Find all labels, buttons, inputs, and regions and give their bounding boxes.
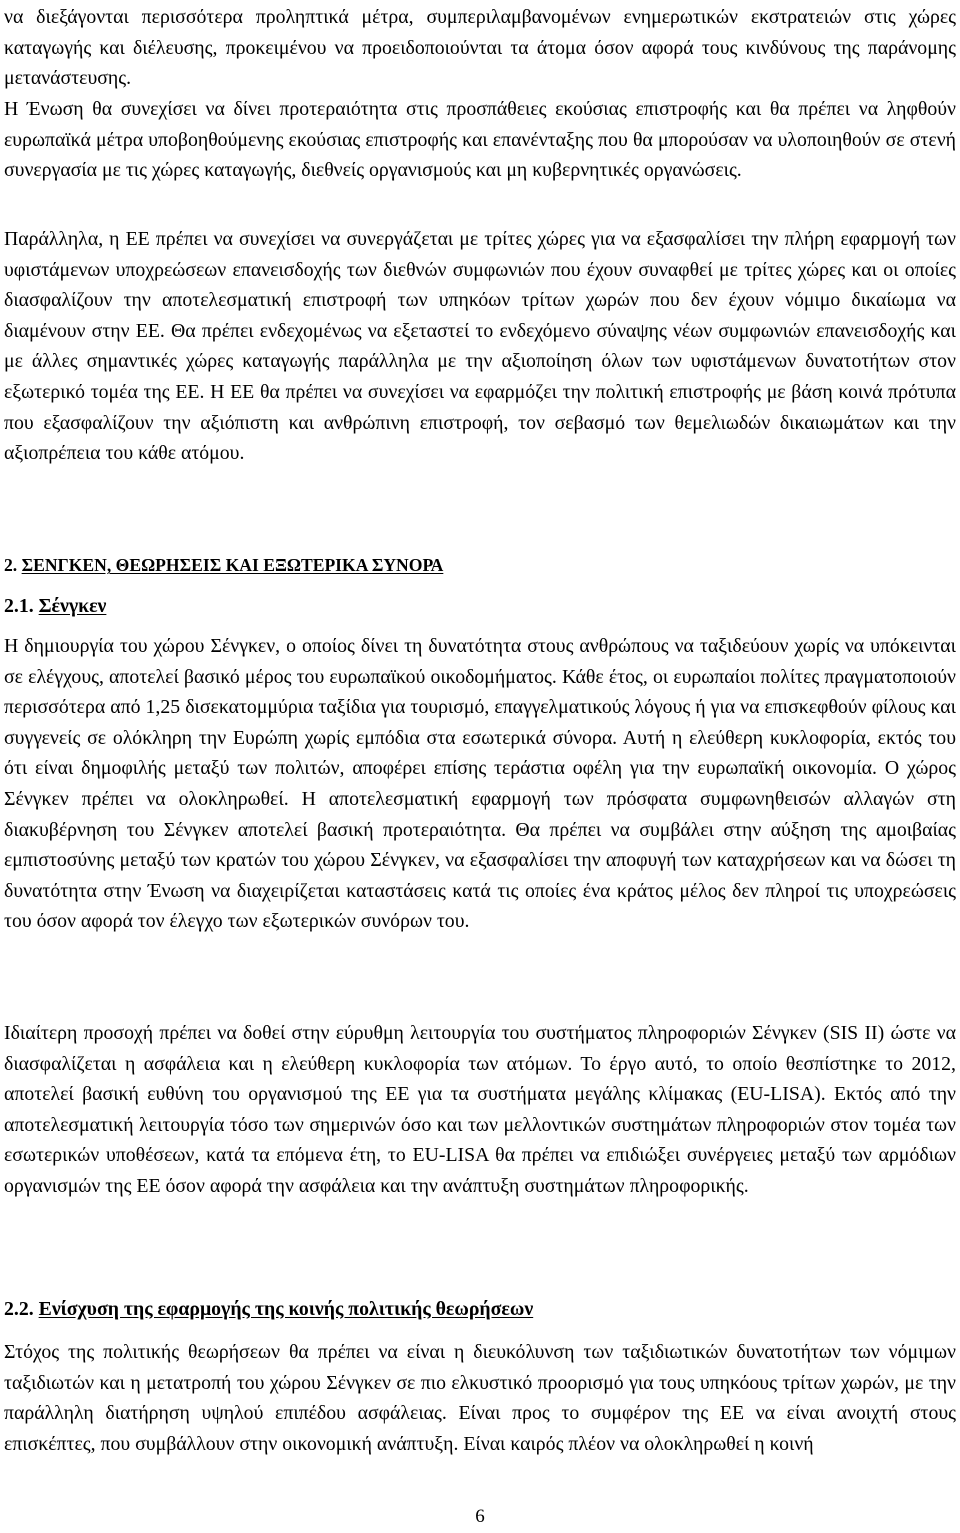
subsection-number: 2.2. — [4, 1298, 34, 1320]
section-title: ΣΕΝΓΚΕΝ, ΘΕΩΡΗΣΕΙΣ ΚΑΙ ΕΞΩΤΕΡΙΚΑ ΣΥΝΟΡΑ — [21, 555, 444, 575]
paragraph-sis-ii: Ιδιαίτερη προσοχή πρέπει να δοθεί στην εύρυθμη λειτουργία του συστήματος πληροφοριών Σένγκεν (SIS II) ώστε να διασφαλίζεται η ασφάλεια και η ελεύθερη κυκλοφορία των ατόμων. Το έργο αυτό, το οποίο θεσπίστηκε το 2012, αποτελεί βασική ευθύνη του οργανισμού της ΕΕ για τα συστήματα μεγάλης κλίμακας (EU-LISA). Εκτός από την αποτελεσματική λειτουργία τόσο των σημερινών όσο και των μελλοντικών συστημάτων πληροφοριών στον τομέα των εσωτερικών υποθέσεων, κατά τα επόμενα έτη, το EU-LISA θα πρέπει να επιδιώξει συνέργειες μεταξύ των αρμόδιων οργανισμών της ΕΕ όσον αφορά την ασφάλεια και την ανάπτυξη συστημάτων πληροφορικής. — [4, 1022, 956, 1197]
section-heading-schengen-visas-borders — [4, 552, 443, 578]
subsection-heading-schengen — [4, 592, 106, 620]
paragraph-voluntary-return: Η Ένωση θα συνεχίσει να δίνει προτεραιότητα στις προσπάθειες εκούσιας επιστροφής και θα πρέπει να ληφθούν ευρωπαϊκά μέτρα υποβοηθούμενης εκούσιας επιστροφής και επανένταξης που θα μπορούσαν να υλοποιηθούν σε στενή συνεργασία με τις χώρες καταγωγής, διεθνείς οργανισμούς και μη κυβερνητικές οργανώσεις. — [4, 98, 956, 182]
subsection-number: 2.1. — [4, 595, 34, 617]
subsection-title: Ενίσχυση της εφαρμογής της κοινής πολιτικής θεωρήσεων — [38, 1298, 534, 1320]
page-number: 6 — [475, 1506, 485, 1527]
paragraph-schengen-area: Η δημιουργία του χώρου Σένγκεν, ο οποίος δίνει τη δυνατότητα στους ανθρώπους να ταξιδεύουν χωρίς να υπόκεινται σε ελέγχους, αποτελεί βασικό μέρος του ευρωπαϊκού οικοδομήματος. Κάθε έτος, οι ευρωπαίοι πολίτες πραγματοποιούν περισσότερα από 1,25 δισεκατομμύρια ταξίδια για τουρισμό, επαγγελματικούς λόγους ή για να επισκεφθούν φίλους και συγγενείς σε ολόκληρη την Ευρώπη χωρίς εμπόδια στα εσωτερικά σύνορα. Αυτή η ελεύθερη κυκλοφορία, εκτός του ότι είναι δημοφιλής μεταξύ των πολιτών, αποφέρει επίσης τεράστια οφέλη για την ευρωπαϊκή οικονομία. Ο χώρος Σένγκεν πρέπει να ολοκληρωθεί. Η αποτελεσματική εφαρμογή των πρόσφατα συμφωνηθεισών αλλαγών στη διακυβέρνηση του Σένγκεν αποτελεί βασική προτεραιότητα. Θα πρέπει να συμβάλει στην αύξηση της αμοιβαίας εμπιστοσύνης μεταξύ των κρατών του χώρου Σένγκεν, να εξασφαλίσει την αποφυγή των καταχρήσεων και να δώσει τη δυνατότητα στην Ένωση να διαχειρίζεται καταστάσεις κατά τις οποίες ένα κράτος μέλος δεν πληροί τις υποχρεώσεις του όσον αφορά τον έλεγχο των εξωτερικών συνόρων του. — [4, 635, 956, 933]
document-page — [4, 0, 956, 1533]
subsection-title: Σένγκεν — [38, 595, 107, 617]
section-number: 2. — [4, 555, 18, 575]
paragraph-readmission-agreements: Παράλληλα, η ΕΕ πρέπει να συνεχίσει να συνεργάζεται με τρίτες χώρες για να εξασφαλίσει την πλήρη εφαρμογή των υφιστάμενων υποχρεώσεων επανεισδοχής των διεθνών συμφωνιών που έχουν συναφθεί με τρίτες χώρες και οι οποίες διασφαλίζουν την αποτελεσματική επιστροφή των υπηκόων τρίτων χωρών που δεν έχουν νόμιμο δικαίωμα να διαμένουν στην ΕΕ. Θα πρέπει ενδεχομένως να εξεταστεί το ενδεχόμενο σύναψης νέων συμφωνιών επανεισδοχής και με άλλες σημαντικές χώρες καταγωγής παράλληλα με την αξιοποίηση όλων των υφιστάμενων δυνατοτήτων στον εξωτερικό τομέα της ΕΕ. Η ΕΕ θα πρέπει να συνεχίσει να εφαρμόζει την πολιτική επιστροφής με βάση κοινά πρότυπα που εξασφαλίζουν την αξιόπιστη και ανθρώπινη επιστροφή, τον σεβασμό των θεμελιωδών δικαιωμάτων και την αξιοπρέπεια του κάθε ατόμου. — [4, 228, 956, 465]
paragraph-prevention-measures: να διεξάγονται περισσότερα προληπτικά μέτρα, συμπεριλαμβανομένων ενημερωτικών εκστρατειών στις χώρες καταγωγής και διέλευσης, προκειμένου να προειδοποιούνται τα άτομα όσον αφορά τους κινδύνους της παράνομης μετανάστευσης. — [4, 6, 956, 90]
paragraph-visa-policy: Στόχος της πολιτικής θεωρήσεων θα πρέπει να είναι η διευκόλυνση των ταξιδιωτικών δυνατοτήτων των νόμιμων ταξιδιωτών και η μετατροπή του χώρου Σένγκεν σε πιο ελκυστικό προορισμό για τους υπηκόους τρίτων χωρών, με την παράλληλη διατήρηση υψηλού επιπέδου ασφάλειας. Είναι προς το συμφέρον της ΕΕ να είναι ανοιχτή στους επισκέπτες, που συμβάλλουν στην οικονομική ανάπτυξη. Είναι καιρός πλέον να ολοκληρωθεί η κοινή — [4, 1341, 956, 1455]
subsection-heading-visa-policy — [4, 1295, 533, 1323]
